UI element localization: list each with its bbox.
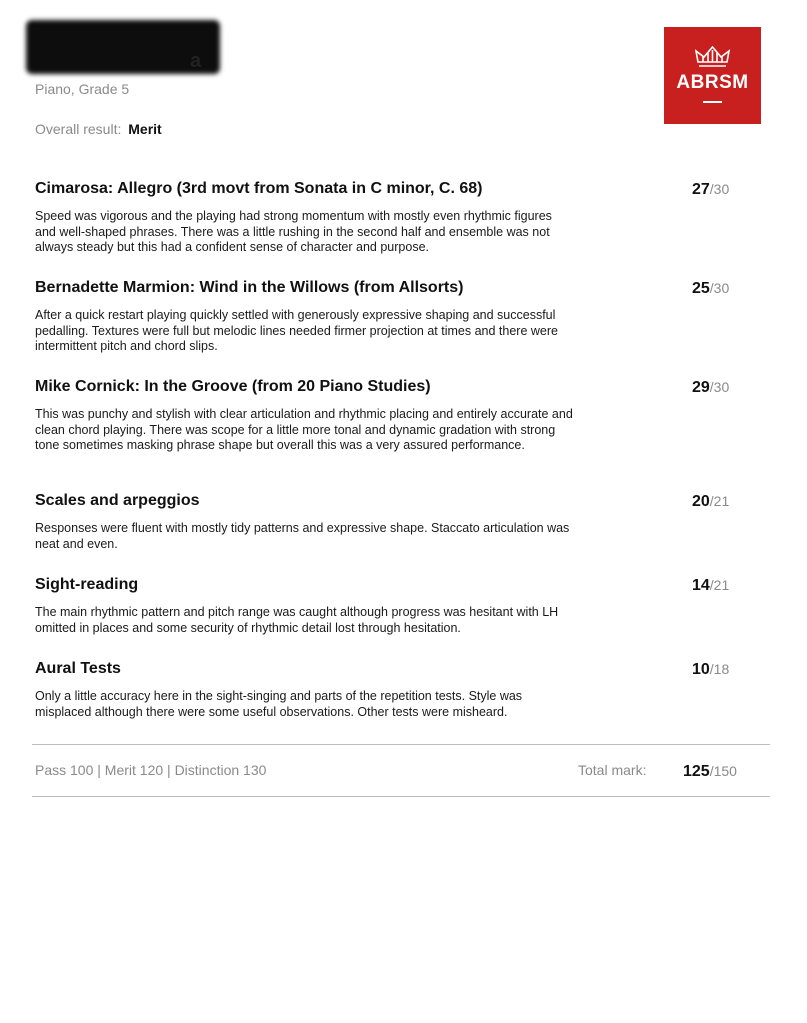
score-max: /30 <box>709 379 730 395</box>
section-comment: The main rhythmic pattern and pitch range was caught although progress was hesitant with LH omitted in places and some security of rhythmic detail lost through hesitation. <box>35 605 559 635</box>
score-max: /30 <box>709 181 730 197</box>
overall-result-value: Merit <box>128 121 162 137</box>
total-mark <box>683 763 737 781</box>
section-score <box>692 577 729 595</box>
grade-thresholds: Pass 100 | Merit 120 | Distinction 130 <box>35 762 267 778</box>
section-title: Mike Cornick: In the Groove (from 20 Piano Studies) <box>35 378 431 395</box>
section-score <box>692 181 729 199</box>
section-comment: Responses were fluent with mostly tidy patterns and expressive shape. Staccato articulation was neat and even. <box>35 521 570 551</box>
score-max: /18 <box>709 661 730 677</box>
score-value: 10 <box>692 661 710 678</box>
footer-divider-top <box>32 744 770 745</box>
candidate-name-fragment: a <box>190 50 202 72</box>
score-value: 20 <box>692 493 710 510</box>
section-score <box>692 379 729 397</box>
exam-subtitle: Piano, Grade 5 <box>35 81 130 97</box>
section-comment: This was punchy and stylish with clear articulation and rhythmic placing and entirely accurate and clean chord playing. There was scope for a little more tonal and dynamic gradation with strong tone sometimes masking phrase shape but overall this was a very assured performance. <box>35 407 573 452</box>
section-title: Sight-reading <box>35 576 139 593</box>
score-value: 29 <box>692 379 710 396</box>
score-value: 25 <box>692 280 710 297</box>
footer-divider-bottom <box>32 796 770 797</box>
logo-underline <box>703 101 722 103</box>
section-score <box>692 493 729 511</box>
score-max: /30 <box>709 280 730 296</box>
total-mark-max: /150 <box>709 763 737 779</box>
section-score <box>692 661 729 679</box>
section-title: Aural Tests <box>35 660 121 677</box>
section-title: Scales and arpeggios <box>35 492 200 509</box>
crown-icon <box>694 44 731 68</box>
score-value: 27 <box>692 181 710 198</box>
section-score <box>692 280 729 298</box>
abrsm-logo <box>664 27 761 124</box>
section-comment: After a quick restart playing quickly settled with generously expressive shaping and successful pedalling. Textures were full but melodic lines needed firmer projection at times and there were intermittent pitch and chord slips. <box>35 308 558 353</box>
section-title: Bernadette Marmion: Wind in the Willows (from Allsorts) <box>35 279 464 296</box>
section-comment: Only a little accuracy here in the sight-singing and parts of the repetition tests. Style was misplaced although there were some useful observations. Other tests were misheard. <box>35 689 523 719</box>
section-title: Cimarosa: Allegro (3rd movt from Sonata in C minor, C. 68) <box>35 180 483 197</box>
score-max: /21 <box>709 493 730 509</box>
score-max: /21 <box>709 577 730 593</box>
section-comment: Speed was vigorous and the playing had strong momentum with mostly even rhythmic figures and well-shaped phrases. There was a little rushing in the second half and ensemble was not always steady but this had a confident sense of character and purpose. <box>35 209 552 254</box>
overall-result <box>35 121 162 137</box>
score-value: 14 <box>692 577 710 594</box>
total-mark-label: Total mark: <box>578 762 647 778</box>
logo-text: ABRSM <box>676 72 749 93</box>
overall-result-label: Overall result: <box>35 121 122 137</box>
total-mark-value: 125 <box>683 763 710 780</box>
